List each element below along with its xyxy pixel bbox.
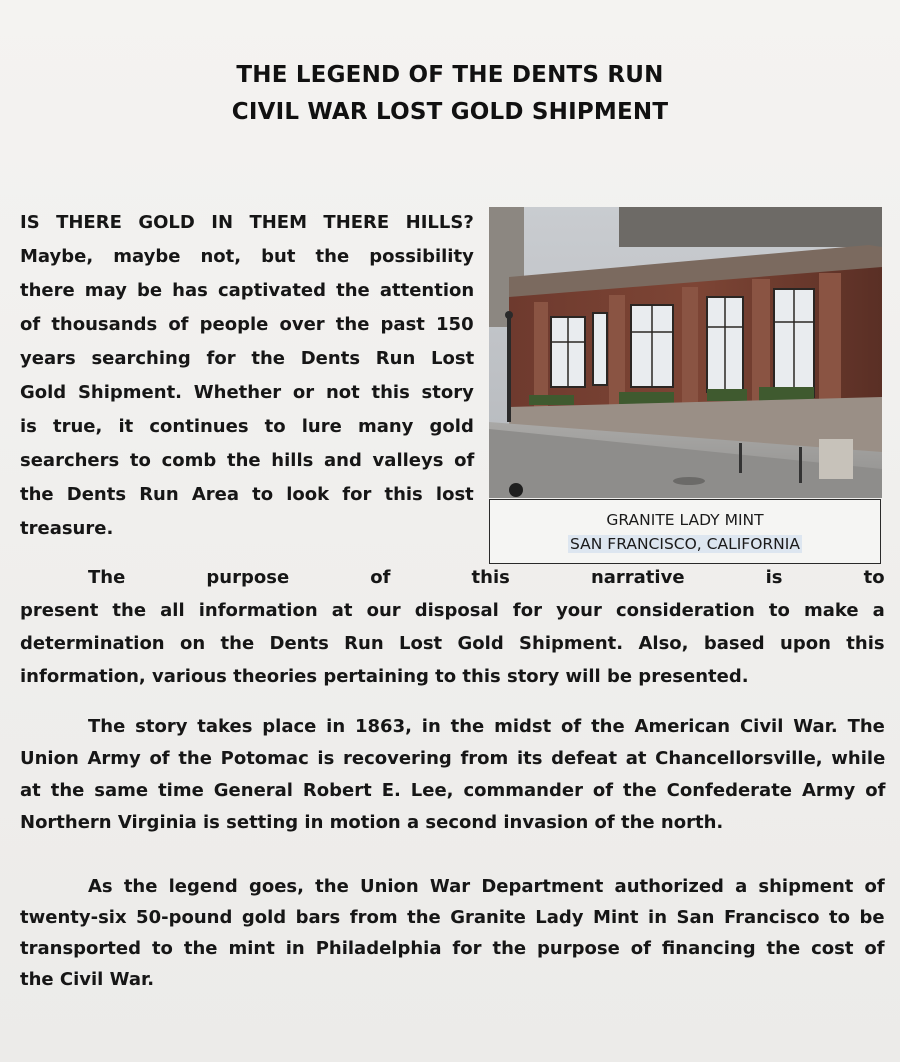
story-line: Union Army of the Potomac is recovering from its defeat at Chancellorsville, while — [20, 748, 886, 769]
intro-line: is true, it continues to lure many gold — [20, 416, 474, 437]
legend-line: As the legend goes, the Union War Department authorized a shipment of — [88, 876, 885, 897]
caption-line-1: GRANITE LADY MINT — [606, 511, 764, 529]
intro-line: IS THERE GOLD IN THEM THERE HILLS? — [20, 212, 474, 233]
mint-photo — [489, 207, 882, 498]
intro-line: the Dents Run Area to look for this lost — [20, 484, 474, 505]
intro-line: of thousands of people over the past 150 — [20, 314, 474, 335]
story-line: The story takes place in 1863, in the midst of the American Civil War. The — [88, 716, 885, 737]
caption-line-2 — [490, 535, 880, 553]
legend-line: transported to the mint in Philadelphia for the purpose of financing the cost of — [20, 938, 885, 959]
purpose-line: The purpose of this narrative is to — [88, 567, 885, 588]
intro-line: searchers to comb the hills and valleys of — [20, 450, 475, 471]
legend-line: the Civil War. — [20, 969, 155, 990]
intro-line: treasure. — [20, 518, 114, 539]
title-line-1: THE LEGEND OF THE DENTS RUN — [236, 62, 664, 88]
intro-line: Gold Shipment. Whether or not this story — [20, 382, 474, 403]
purpose-line: information, various theories pertaining to this story will be presented. — [20, 666, 749, 687]
caption-line-2-text: SAN FRANCISCO, CALIFORNIA — [570, 535, 800, 553]
intro-line: there may be has captivated the attention — [20, 280, 475, 301]
legend-line: twenty-six 50-pound gold bars from the Granite Lady Mint in San Francisco to be — [20, 907, 885, 928]
purpose-line: present the all information at our disposal for your consideration to make a — [20, 600, 885, 621]
intro-line: Maybe, maybe not, but the possibility — [20, 246, 474, 267]
purpose-line: determination on the Dents Run Lost Gold Shipment. Also, based upon this — [20, 633, 885, 654]
photo-caption — [489, 499, 881, 564]
intro-line: years searching for the Dents Run Lost — [20, 348, 475, 369]
story-line: at the same time General Robert E. Lee, commander of the Confederate Army of — [20, 780, 886, 801]
title-line-2: CIVIL WAR LOST GOLD SHIPMENT — [231, 99, 669, 125]
story-line: Northern Virginia is setting in motion a second invasion of the north. — [20, 812, 724, 833]
